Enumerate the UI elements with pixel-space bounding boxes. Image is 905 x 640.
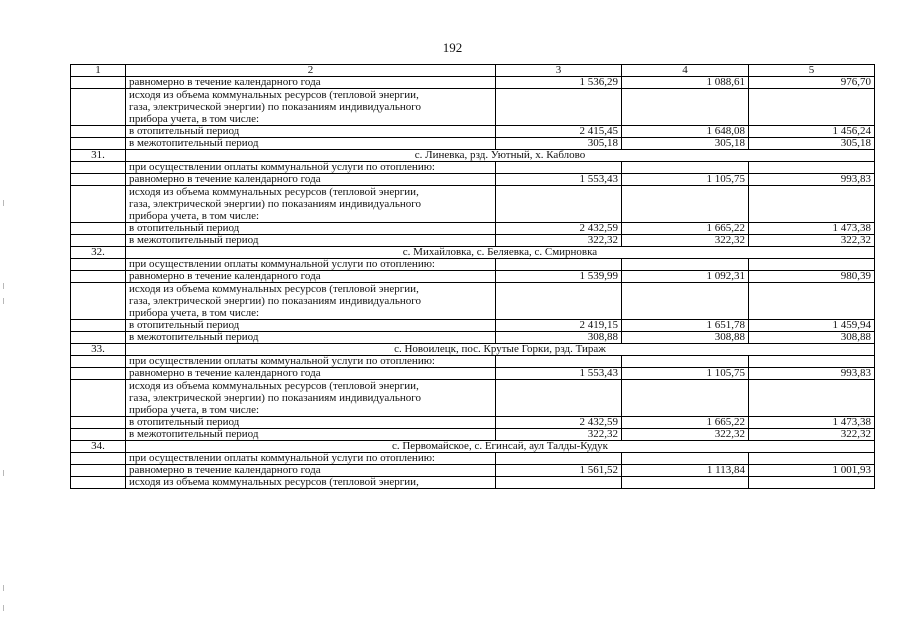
- tariff-value-col3: 308,88: [496, 332, 622, 344]
- table-row: [71, 453, 875, 465]
- row-label: при осуществлении оплаты коммунальной услуги по отоплению:: [126, 453, 496, 465]
- empty-cell: [71, 283, 126, 320]
- tariff-value-col4: 1 665,22: [622, 223, 749, 235]
- empty-cell: [496, 477, 622, 489]
- table-row: [71, 77, 875, 89]
- table-row: [71, 283, 875, 320]
- empty-cell: [71, 271, 126, 283]
- empty-cell: [71, 417, 126, 429]
- row-label-line: газа, электрической энергии) по показаниям индивидуального: [129, 101, 421, 113]
- row-label: [126, 186, 496, 223]
- empty-cell: [71, 186, 126, 223]
- empty-cell: [496, 259, 622, 271]
- row-label: [126, 283, 496, 320]
- tariff-value-col5: 993,83: [749, 368, 875, 380]
- tariff-value-col5: 1 456,24: [749, 126, 875, 138]
- settlement-row: [71, 441, 875, 453]
- column-header: 5: [749, 65, 875, 77]
- row-label-line: прибора учета, в том числе:: [129, 113, 260, 125]
- row-label: в отопительный период: [126, 223, 496, 235]
- row-label: в межотопительный период: [126, 429, 496, 441]
- empty-cell: [71, 453, 126, 465]
- row-label: исходя из объема коммунальных ресурсов (тепловой энергии,: [126, 477, 496, 489]
- row-label-line: газа, электрической энергии) по показаниям индивидуального: [129, 198, 421, 210]
- tariff-value-col3: 322,32: [496, 235, 622, 247]
- empty-cell: [496, 283, 622, 320]
- empty-cell: [749, 453, 875, 465]
- empty-cell: [71, 356, 126, 368]
- tariff-value-col3: 322,32: [496, 429, 622, 441]
- tariff-value-col3: 2 432,59: [496, 417, 622, 429]
- tariff-value-col4: 1 651,78: [622, 320, 749, 332]
- empty-cell: [622, 283, 749, 320]
- tariff-value-col4: 322,32: [622, 235, 749, 247]
- empty-cell: [71, 77, 126, 89]
- empty-cell: [71, 368, 126, 380]
- empty-cell: [749, 259, 875, 271]
- tariff-value-col3: 2 432,59: [496, 223, 622, 235]
- row-label-line: прибора учета, в том числе:: [129, 307, 260, 319]
- table-row: [71, 126, 875, 138]
- empty-cell: [71, 162, 126, 174]
- tariff-value-col4: 322,32: [622, 429, 749, 441]
- tariff-value-col3: 1 536,29: [496, 77, 622, 89]
- settlement-number: 32.: [71, 247, 126, 259]
- empty-cell: [622, 380, 749, 417]
- table-row: [71, 138, 875, 150]
- settlement-name: с. Михайловка, с. Беляевка, с. Смирновка: [126, 247, 875, 259]
- tariff-value-col4: 1 105,75: [622, 174, 749, 186]
- empty-cell: [622, 477, 749, 489]
- empty-cell: [71, 174, 126, 186]
- empty-cell: [71, 259, 126, 271]
- tariff-table-body: [71, 65, 875, 489]
- table-row: [71, 477, 875, 489]
- empty-cell: [749, 283, 875, 320]
- row-label-line: прибора учета, в том числе:: [129, 210, 260, 222]
- empty-cell: [71, 332, 126, 344]
- tariff-value-col4: 305,18: [622, 138, 749, 150]
- table-row: [71, 380, 875, 417]
- row-label: при осуществлении оплаты коммунальной услуги по отоплению:: [126, 162, 496, 174]
- tariff-value-col3: 2 419,15: [496, 320, 622, 332]
- tariff-value-col3: 305,18: [496, 138, 622, 150]
- table-row: [71, 174, 875, 186]
- tariff-value-col4: 1 088,61: [622, 77, 749, 89]
- settlement-name: с. Первомайское, с. Егинсай, аул Талды-Кудук: [126, 441, 875, 453]
- tariff-value-col5: 980,39: [749, 271, 875, 283]
- empty-cell: [71, 138, 126, 150]
- tariff-table: [70, 64, 875, 489]
- tariff-value-col3: 1 561,52: [496, 465, 622, 477]
- tariff-value-col5: 322,32: [749, 429, 875, 441]
- settlement-row: [71, 344, 875, 356]
- page-number: 192: [442, 40, 463, 55]
- table-row: [71, 332, 875, 344]
- row-label-line: газа, электрической энергии) по показаниям индивидуального: [129, 295, 421, 307]
- empty-cell: [71, 223, 126, 235]
- row-label: в отопительный период: [126, 417, 496, 429]
- empty-cell: [71, 320, 126, 332]
- table-row: [71, 235, 875, 247]
- table-row: [71, 162, 875, 174]
- empty-cell: [496, 453, 622, 465]
- row-label: равномерно в течение календарного года: [126, 174, 496, 186]
- empty-cell: [71, 429, 126, 441]
- empty-cell: [496, 162, 622, 174]
- empty-cell: [71, 235, 126, 247]
- empty-cell: [622, 453, 749, 465]
- empty-cell: [749, 356, 875, 368]
- empty-cell: [71, 477, 126, 489]
- row-label: равномерно в течение календарного года: [126, 77, 496, 89]
- table-row: [71, 356, 875, 368]
- tariff-value-col5: 1 473,38: [749, 223, 875, 235]
- row-label: в межотопительный период: [126, 235, 496, 247]
- table-row: [71, 89, 875, 126]
- row-label: [126, 380, 496, 417]
- row-label-line: прибора учета, в том числе:: [129, 404, 260, 416]
- empty-cell: [622, 89, 749, 126]
- table-row: [71, 417, 875, 429]
- row-label: при осуществлении оплаты коммунальной услуги по отоплению:: [126, 356, 496, 368]
- empty-cell: [496, 380, 622, 417]
- column-header: 4: [622, 65, 749, 77]
- empty-cell: [622, 356, 749, 368]
- empty-cell: [749, 477, 875, 489]
- empty-cell: [71, 89, 126, 126]
- tariff-value-col5: 322,32: [749, 235, 875, 247]
- row-label-line: исходя из объема коммунальных ресурсов (тепловой энергии,: [129, 186, 419, 198]
- row-label: при осуществлении оплаты коммунальной услуги по отоплению:: [126, 259, 496, 271]
- tariff-value-col3: 1 553,43: [496, 174, 622, 186]
- settlement-name: с. Новоилецк, пос. Крутые Горки, рзд. Тираж: [126, 344, 875, 356]
- tariff-value-col4: 1 665,22: [622, 417, 749, 429]
- row-label: равномерно в течение календарного года: [126, 271, 496, 283]
- table-row: [71, 429, 875, 441]
- empty-cell: [749, 89, 875, 126]
- empty-cell: [496, 356, 622, 368]
- table-row: [71, 223, 875, 235]
- tariff-value-col4: 1 105,75: [622, 368, 749, 380]
- tariff-value-col5: 308,88: [749, 332, 875, 344]
- empty-cell: [622, 259, 749, 271]
- tariff-value-col5: 993,83: [749, 174, 875, 186]
- row-label: [126, 89, 496, 126]
- tariff-value-col5: 1 459,94: [749, 320, 875, 332]
- row-label-line: исходя из объема коммунальных ресурсов (тепловой энергии,: [129, 89, 419, 101]
- row-label: равномерно в течение календарного года: [126, 368, 496, 380]
- row-label: в межотопительный период: [126, 332, 496, 344]
- settlement-row: [71, 247, 875, 259]
- tariff-value-col5: 976,70: [749, 77, 875, 89]
- row-label: в межотопительный период: [126, 138, 496, 150]
- empty-cell: [496, 89, 622, 126]
- empty-cell: [71, 126, 126, 138]
- tariff-value-col5: 305,18: [749, 138, 875, 150]
- row-label: в отопительный период: [126, 126, 496, 138]
- table-row: [71, 259, 875, 271]
- settlement-name: с. Линевка, рзд. Уютный, х. Каблово: [126, 150, 875, 162]
- empty-cell: [749, 380, 875, 417]
- tariff-value-col4: 1 092,31: [622, 271, 749, 283]
- empty-cell: [622, 162, 749, 174]
- table-header-row: [71, 65, 875, 77]
- empty-cell: [749, 162, 875, 174]
- settlement-number: 33.: [71, 344, 126, 356]
- empty-cell: [71, 465, 126, 477]
- row-label: равномерно в течение календарного года: [126, 465, 496, 477]
- table-row: [71, 271, 875, 283]
- table-row: [71, 320, 875, 332]
- settlement-number: 31.: [71, 150, 126, 162]
- margin-scan-marks: [3, 0, 5, 640]
- row-label-line: исходя из объема коммунальных ресурсов (тепловой энергии,: [129, 380, 419, 392]
- tariff-value-col3: 2 415,45: [496, 126, 622, 138]
- row-label-line: газа, электрической энергии) по показаниям индивидуального: [129, 392, 421, 404]
- empty-cell: [749, 186, 875, 223]
- empty-cell: [71, 380, 126, 417]
- tariff-value-col3: 1 553,43: [496, 368, 622, 380]
- tariff-value-col4: 308,88: [622, 332, 749, 344]
- tariff-value-col5: 1 001,93: [749, 465, 875, 477]
- settlement-row: [71, 150, 875, 162]
- tariff-value-col4: 1 648,08: [622, 126, 749, 138]
- table-row: [71, 368, 875, 380]
- column-header: 3: [496, 65, 622, 77]
- table-row: [71, 186, 875, 223]
- tariff-value-col5: 1 473,38: [749, 417, 875, 429]
- column-header: 1: [71, 65, 126, 77]
- table-row: [71, 465, 875, 477]
- settlement-number: 34.: [71, 441, 126, 453]
- empty-cell: [622, 186, 749, 223]
- row-label-line: исходя из объема коммунальных ресурсов (тепловой энергии,: [129, 283, 419, 295]
- empty-cell: [496, 186, 622, 223]
- tariff-value-col4: 1 113,84: [622, 465, 749, 477]
- column-header: 2: [126, 65, 496, 77]
- row-label: в отопительный период: [126, 320, 496, 332]
- tariff-value-col3: 1 539,99: [496, 271, 622, 283]
